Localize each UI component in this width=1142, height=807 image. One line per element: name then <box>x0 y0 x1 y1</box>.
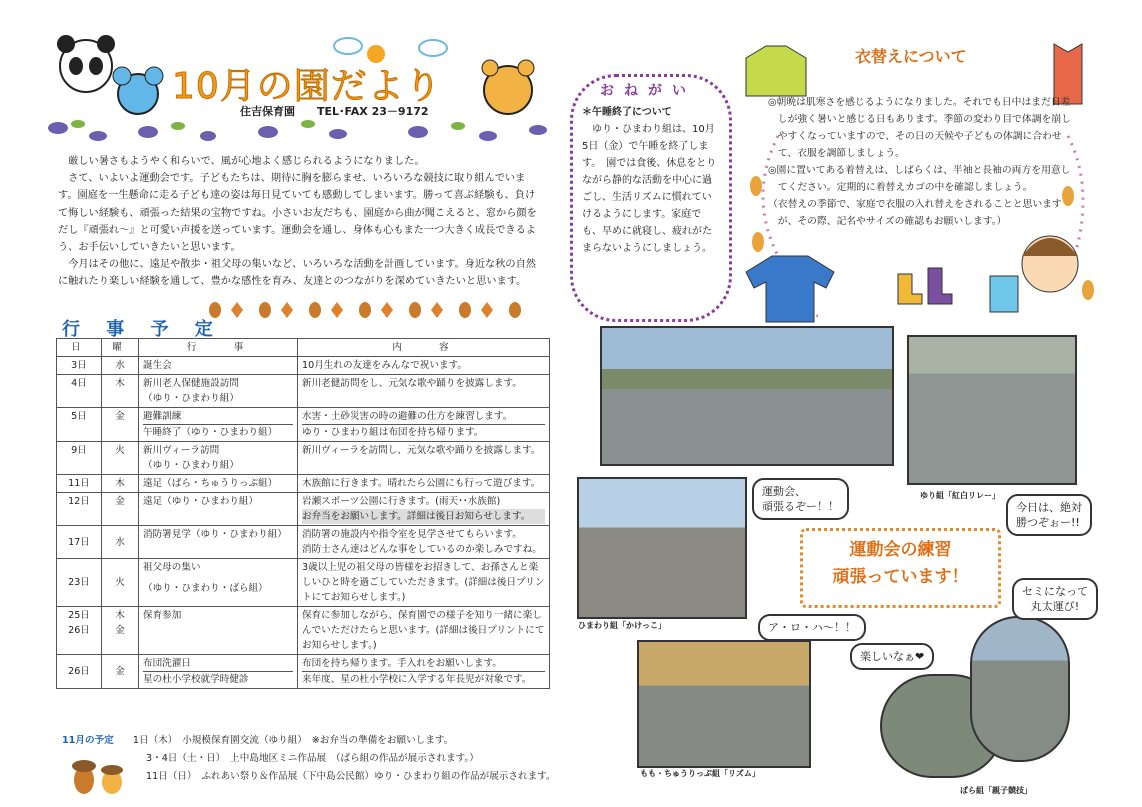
table-row <box>57 607 550 655</box>
onegai-subheading: ＊午睡終了について <box>582 107 672 118</box>
acorn-decoration <box>205 298 545 320</box>
event-line: 新川老人保健施設訪問 <box>143 378 239 389</box>
event-line: 遠足（ゆり・ひまわり組） <box>143 496 259 507</box>
detail-line: 来年度、星の杜小学校に入学する年長児が対象です。 <box>302 674 532 685</box>
event-line: 午睡終了（ゆり・ひまわり組） <box>143 427 278 438</box>
row-detail <box>298 607 550 655</box>
intro-text <box>58 153 540 291</box>
upcoming-row <box>62 732 556 750</box>
event-line: 誕生会 <box>143 360 172 371</box>
event-line: 新川ヴィーラ訪問 <box>143 445 220 456</box>
row-weekday: 金 <box>102 493 139 526</box>
row-event <box>139 655 298 689</box>
row-detail <box>298 357 550 375</box>
schedule-heading: 行 事 予 定 <box>62 319 223 340</box>
upcoming-item: 11日（日） ふれあい祭り＆作品展（下中島公民館）ゆり・ひまわり組の作品が展示されます。 <box>146 771 556 782</box>
event-line: 消防署見学（ゆり・ひまわり組） <box>143 529 287 540</box>
photo-maruta <box>970 616 1070 762</box>
row-weekday: 木 <box>102 375 139 408</box>
detail-line: 新川老健訪問をし、元気な歌や踊りを披露します。 <box>302 378 522 389</box>
upcoming-label: 11月の予定 <box>62 735 114 746</box>
event-line: 星の杜小学校就学時健診 <box>143 674 249 685</box>
speech-bubble: 今日は、絶対 勝つぞぉー!! <box>1006 494 1092 536</box>
table-row <box>57 442 550 475</box>
detail-line: 新川ヴィーラを訪問し、元気な歌や踊りを披露します。 <box>302 445 541 456</box>
table-row <box>57 408 550 442</box>
detail-line: お弁当をお願いします。詳細は後日お知らせします。 <box>302 509 545 524</box>
intro-paragraph: さて、いよいよ運動会です。子どもたちは、期待に胸を膨らませ、いろいろな競技に取り組んでいます。園庭を一生懸命に走る子ども達の姿は毎日見ていても感動してしまいます。勝って喜ぶ経験も、負けて悔しい経験も、頑張った結果の宝物ですね。小さいお友だちも、園庭から曲が聞こえると、窓から顔をだし『頑張れ～』と可愛い声援を送っています。運動会を通し、身体も心もまた一つ大きく成長できるよう、お手伝いしていきたいと思います。 <box>58 173 537 254</box>
row-detail <box>298 475 550 493</box>
speech-bubble: 運動会、 頑張るぞー！！ <box>752 478 849 520</box>
row-detail <box>298 559 550 607</box>
tiger-icon <box>482 60 534 114</box>
row-event <box>139 559 298 607</box>
photo-caption: ばら組「親子競技」 <box>960 786 1032 795</box>
row-event <box>139 408 298 442</box>
org-contact: 住吉保育園 TEL･FAX 23－9172 <box>240 105 429 118</box>
row-day: 12日 <box>57 493 102 526</box>
schedule-table <box>56 338 550 689</box>
detail-line: 岩瀬スポーツ公園に行きます。(雨天･･水族館) <box>302 496 501 507</box>
koromo-heading: 衣替えについて <box>855 47 967 66</box>
row-weekday: 金 <box>102 655 139 689</box>
row-detail <box>298 442 550 475</box>
detail-line: 10月生れの友達をみんなで祝います。 <box>302 360 467 371</box>
row-weekday: 水 <box>102 357 139 375</box>
row-day: 23日 <box>57 559 102 607</box>
row-event <box>139 475 298 493</box>
banner-line: 運動会の練習 <box>849 540 952 560</box>
event-line: 遠足（ばら・ちゅうりっぷ組） <box>143 478 278 489</box>
row-event <box>139 357 298 375</box>
row-detail <box>298 655 550 689</box>
panda-icon <box>57 35 115 92</box>
row-event <box>139 526 298 559</box>
onegai-body: ゆり・ひまわり組は、10月5日（金）で午睡を終了します。 園では食後、休息をとりながら静的な活動を中心に過ごし、生活リズムに慣れていけるようにします。家庭でも、早めに就寝し、疲れがたまらないようにしましょう。 <box>582 124 717 254</box>
row-detail <box>298 408 550 442</box>
row-day: 4日 <box>57 375 102 408</box>
detail-line: 消防士さん達はどんな事をしているのか楽しみですね。 <box>302 544 542 555</box>
banner-line: 頑張っています！ <box>832 567 969 587</box>
event-line: 保育参加 <box>143 610 182 621</box>
upcoming-list <box>62 732 556 786</box>
banner-undoukai <box>800 528 1001 608</box>
row-day: 26日 <box>57 655 102 689</box>
row-event <box>139 493 298 526</box>
photo-relay <box>907 335 1077 485</box>
event-line: （ゆり・ひまわり組） <box>143 393 239 404</box>
koromo-item: （衣替えの季節で、家庭で衣服の入れ替えをされることと思いますが、その際、記名やサイズの確認もお願いします。） <box>768 199 1062 227</box>
photo-rhythm <box>637 640 811 768</box>
onegai-heading: おねがい <box>600 83 696 99</box>
row-weekday: 火 <box>102 442 139 475</box>
detail-line: 保育に参加しながら、保育園での様子を知り一緒に楽しんでいただけたらと思います。(詳細は後日プリントにてお知らせします。) <box>302 610 545 651</box>
socks-icon <box>898 268 952 304</box>
event-line: 避難訓練 <box>143 409 293 425</box>
child-icon <box>990 236 1078 312</box>
speech-bubble: ア・ロ・ハ～！！ <box>758 614 866 641</box>
intro-paragraph: 厳しい暑さもようやく和らいで、風が心地よく感じられるようになりました。 <box>68 156 425 167</box>
detail-line: 消防署の施設内や指令室を見学させてもらいます。 <box>302 529 522 540</box>
intro-paragraph: 今月はその他に、遠足や散歩・祖父母の集いなど、いろいろな活動を計画しています。身近な秋の自然に触れたり楽しい経験を通して、豊かな感性を育み、友達とのつながりを深めていきたいと思います。 <box>58 259 536 288</box>
col-header: 曜 <box>102 339 139 357</box>
row-event <box>139 607 298 655</box>
shirt-icon <box>746 256 834 322</box>
table-row <box>57 559 550 607</box>
onegai-text <box>582 104 718 257</box>
speech-bubble: セミになって 丸太運び! <box>1012 578 1098 620</box>
photo-kakekko <box>577 477 747 619</box>
row-day: 17日 <box>57 526 102 559</box>
photo-caption: もも・ちゅうりっぷ組「リズム」 <box>640 769 760 778</box>
upcoming-item: 3・4日（土・日） 上中島地区ミニ作品展 （ばら組の作品が展示されます。） <box>146 753 479 764</box>
koromo-item: ◎園に置いてある着替えは、しばらくは、半袖と長袖の両方を用意してください。定期的に着替えカゴの中を確認しましょう。 <box>768 165 1071 193</box>
table-row <box>57 357 550 375</box>
photo-caption: ゆり組「紅白リレー」 <box>920 491 1000 500</box>
row-day: 11日 <box>57 475 102 493</box>
detail-line: 木族館に行きます。晴れたら公園にも行って遊びます。 <box>302 478 541 489</box>
row-detail <box>298 493 550 526</box>
photo-caption: ひまわり組「かけっこ」 <box>578 621 666 630</box>
row-weekday: 木 金 <box>102 607 139 655</box>
row-weekday: 木 <box>102 475 139 493</box>
koromo-text <box>768 94 1076 230</box>
row-event <box>139 442 298 475</box>
page-title: 10月の園だより <box>172 66 442 107</box>
event-line: 祖父母の集い <box>143 562 201 573</box>
table-row <box>57 375 550 408</box>
acorn-icon <box>68 752 128 798</box>
row-day: 5日 <box>57 408 102 442</box>
col-header: 行 事 <box>139 339 298 357</box>
row-detail <box>298 375 550 408</box>
col-header: 内 容 <box>298 339 550 357</box>
row-day: 9日 <box>57 442 102 475</box>
event-line: （ゆり・ひまわり・ばら組） <box>143 583 268 594</box>
col-header: 日 <box>57 339 102 357</box>
table-row <box>57 655 550 689</box>
photo-undoukai-group <box>600 326 894 466</box>
row-weekday: 金 <box>102 408 139 442</box>
row-weekday: 水 <box>102 526 139 559</box>
detail-line: ゆり・ひまわり組は布団を持ち帰ります。 <box>302 427 484 438</box>
koromo-item: ◎朝晩は肌寒さを感じるようになりました。それでも日中はまだ日差しが強く暑いと感じる日もあります。季節の変わり目で体調を崩しやすくなっていますので、その日の天候や子どもの体調に合わせて、衣服を調節しましょう。 <box>768 97 1071 159</box>
detail-line: 水害・土砂災害の時の避難の仕方を練習します。 <box>302 409 545 425</box>
speech-bubble: 楽しいなぁ❤ <box>850 643 934 670</box>
event-line: （ゆり・ひまわり組） <box>143 460 239 471</box>
table-row <box>57 493 550 526</box>
table-header-row <box>57 339 550 357</box>
mouse-icon <box>113 67 163 114</box>
cloud-icon <box>334 38 447 56</box>
event-line: 布団洗濯日 <box>143 656 293 672</box>
detail-line: 布団を持ち帰ります。手入れをお願いします。 <box>302 656 545 672</box>
jacket-icon <box>746 46 806 96</box>
row-detail <box>298 526 550 559</box>
row-event <box>139 375 298 408</box>
upcoming-item: 1日（木） 小規模保育園交流（ゆり組） ※お弁当の準備をお願いします。 <box>132 735 454 746</box>
row-day: 25日 26日 <box>57 607 102 655</box>
table-row <box>57 526 550 559</box>
detail-line: 3歳以上児の祖父母の皆様をお招きして、お孫さんと楽しいひと時を過ごしていただきます。(詳細は後日プリントにてお知らせします。) <box>302 562 545 603</box>
row-weekday: 火 <box>102 559 139 607</box>
row-day: 3日 <box>57 357 102 375</box>
table-row <box>57 475 550 493</box>
